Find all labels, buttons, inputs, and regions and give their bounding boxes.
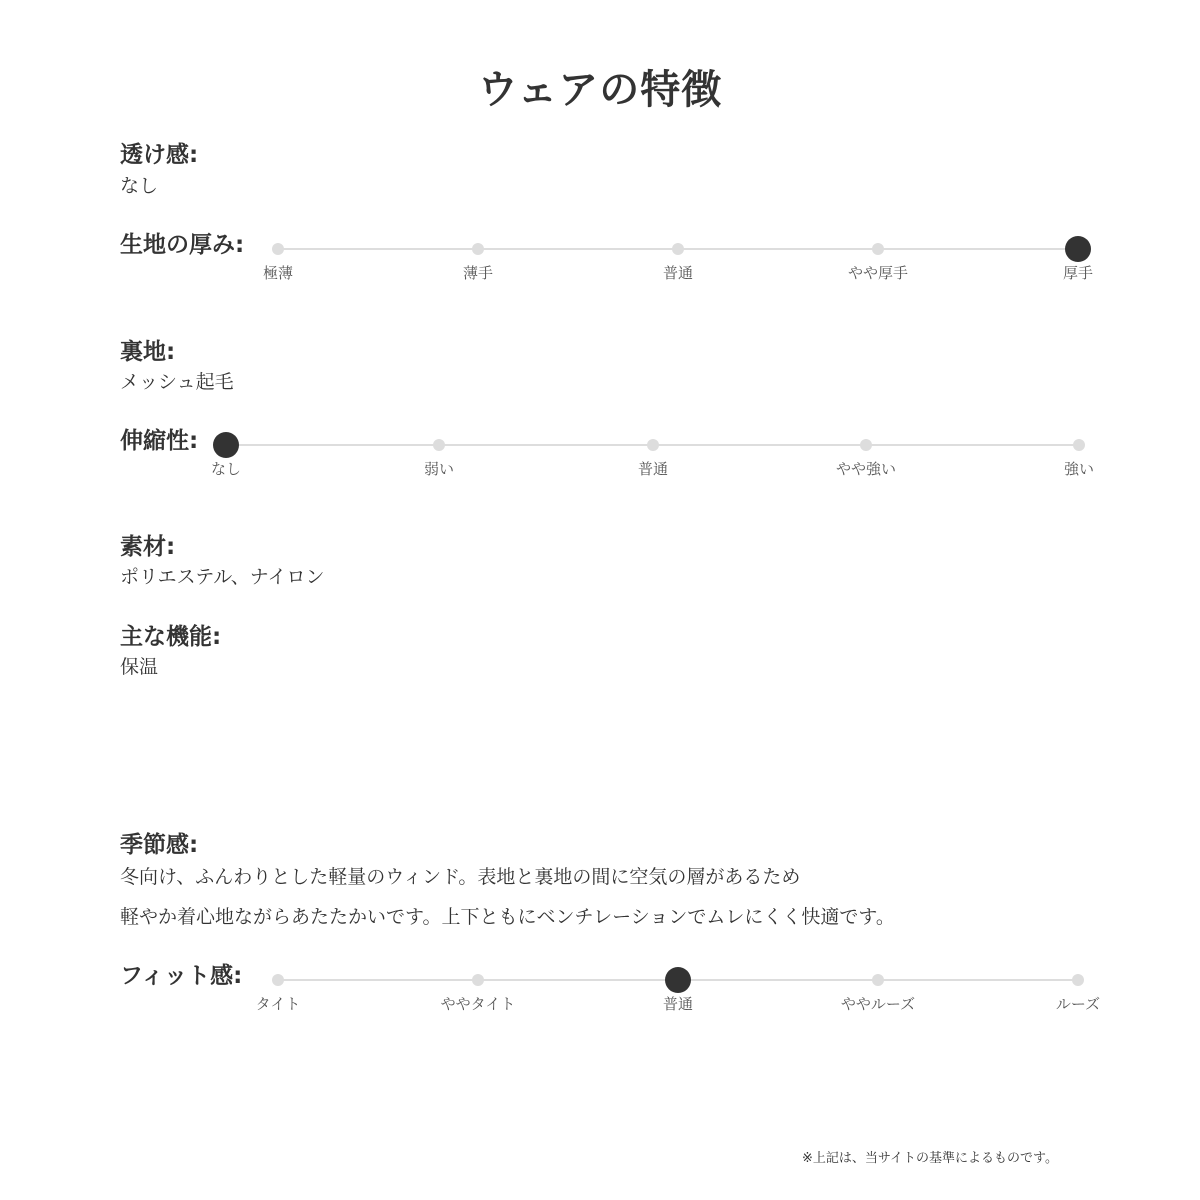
stretch-dot-3 <box>647 439 659 451</box>
stretch-option-4: やや強い <box>835 460 897 478</box>
fit-label: フィット感: <box>120 963 243 989</box>
fit-scale <box>0 979 1200 1019</box>
stretch-option-2: 弱い <box>423 460 455 478</box>
fit-dot-1 <box>272 974 284 986</box>
stretch-dot-1-selected <box>213 432 239 458</box>
functions-label: 主な機能: <box>120 624 222 650</box>
lining-label: 裏地: <box>120 339 176 365</box>
thickness-dot-1 <box>272 243 284 255</box>
fit-dot-5 <box>1072 974 1084 986</box>
fit-option-5: ルーズ <box>1055 995 1101 1013</box>
footnote: ※上記は、当サイトの基準によるものです。 <box>802 1151 1058 1166</box>
season-text-line-1: 冬向け、ふんわりとした軽量のウィンド。表地と裏地の間に空気の層があるため <box>120 866 801 888</box>
thickness-option-1: 極薄 <box>262 264 294 282</box>
transparency-value: なし <box>120 175 159 197</box>
transparency-label: 透け感: <box>120 142 199 168</box>
thickness-label: 生地の厚み: <box>120 232 245 258</box>
fit-dot-4 <box>872 974 884 986</box>
stretch-dot-2 <box>433 439 445 451</box>
stretch-option-5: 強い <box>1063 460 1095 478</box>
stretch-option-3: 普通 <box>637 460 669 478</box>
stretch-option-1: なし <box>210 460 242 478</box>
thickness-dot-5-selected <box>1065 236 1091 262</box>
fit-dot-3-selected <box>665 967 691 993</box>
thickness-option-3: 普通 <box>662 264 694 282</box>
thickness-scale <box>0 248 1200 288</box>
stretch-label: 伸縮性: <box>120 428 199 454</box>
fit-option-3: 普通 <box>662 995 694 1013</box>
thickness-dot-3 <box>672 243 684 255</box>
season-label: 季節感: <box>120 832 199 858</box>
stretch-dot-4 <box>860 439 872 451</box>
fit-option-4: ややルーズ <box>840 995 916 1013</box>
material-label: 素材: <box>120 534 176 560</box>
functions-value: 保温 <box>120 656 159 678</box>
thickness-option-2: 薄手 <box>462 264 494 282</box>
season-text-line-2: 軽やか着心地ながらあたたかいです。上下ともにベンチレーションでムレにくく快適です。 <box>120 906 895 928</box>
material-value: ポリエステル、ナイロン <box>120 566 325 588</box>
stretch-scale <box>0 444 1200 484</box>
page-title: ウェアの特徴 <box>477 67 723 113</box>
fit-option-1: タイト <box>255 995 301 1013</box>
thickness-option-4: やや厚手 <box>847 264 909 282</box>
thickness-dot-2 <box>472 243 484 255</box>
stretch-dot-5 <box>1073 439 1085 451</box>
fit-option-2: ややタイト <box>440 995 516 1013</box>
lining-value: メッシュ起毛 <box>120 371 234 393</box>
thickness-dot-4 <box>872 243 884 255</box>
thickness-option-5: 厚手 <box>1062 264 1094 282</box>
fit-dot-2 <box>472 974 484 986</box>
